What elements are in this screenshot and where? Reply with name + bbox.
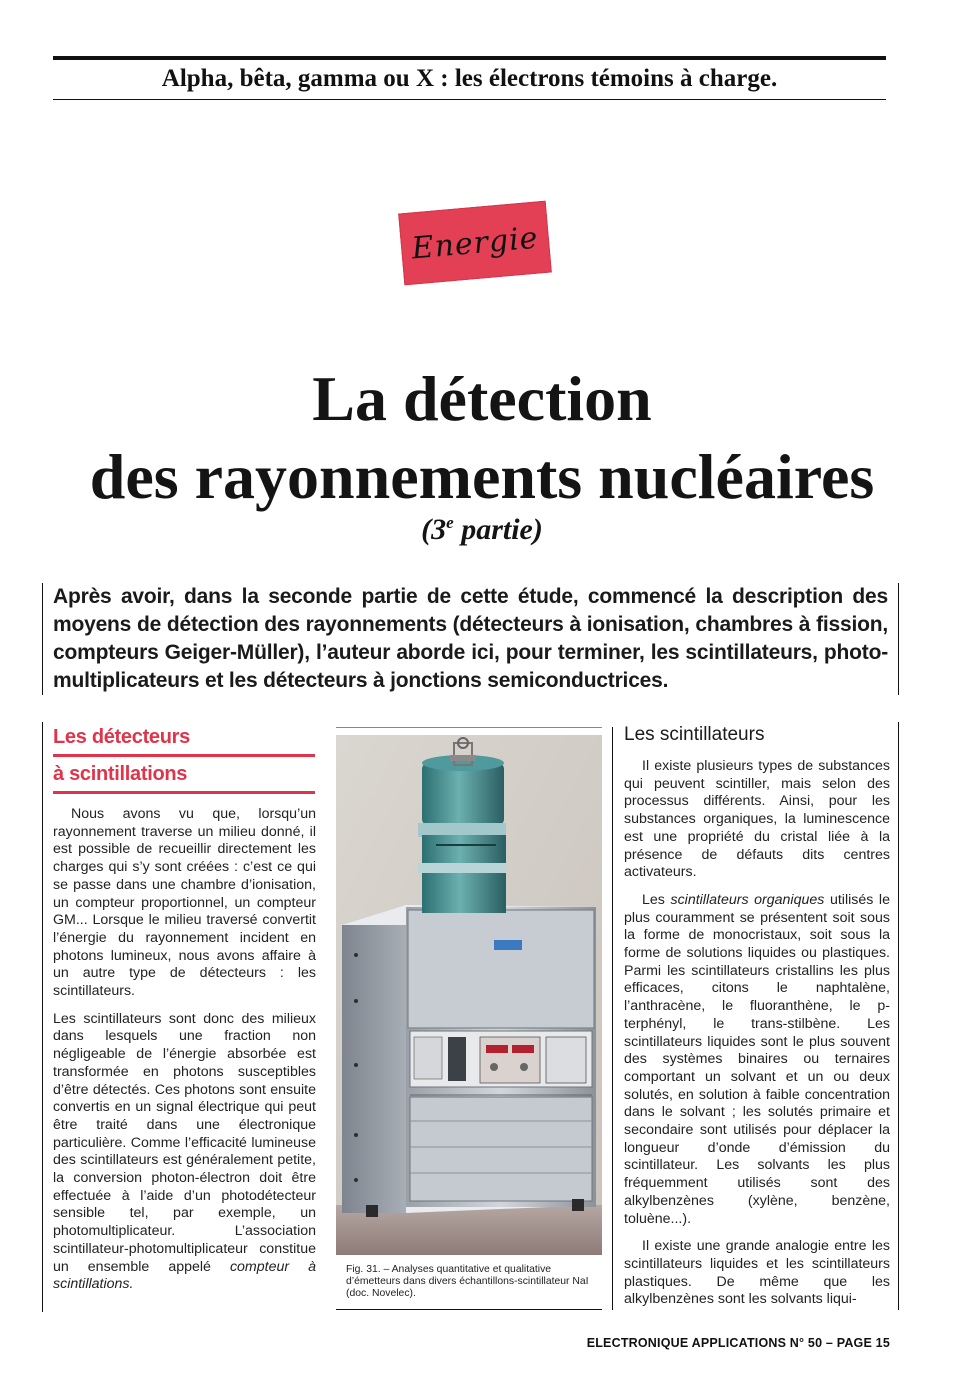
- section-heading-scintillateurs: Les scintillateurs: [624, 724, 765, 745]
- figure-side-rule: [612, 727, 613, 1310]
- left-column-text: [53, 806, 316, 1304]
- right-paragraph-3: Il existe une grande analogie entre les scintillateurs liquides et les scintillateurs plastiques. De même que les alkylbenzènes sont les solvants liqui-: [624, 1238, 890, 1308]
- header-kicker: Alpha, bêta, gamma ou X : les électrons témoins à charge.: [161, 65, 778, 92]
- energie-stamp: [398, 201, 552, 286]
- right-column-text: [624, 758, 890, 1319]
- right-paragraph-2-italic: scintillateurs organiques: [670, 891, 825, 908]
- figure-bottom-rule: [336, 1309, 602, 1310]
- right-paragraph-2-rest: utilisés le plus couramment se présentent soit sous la forme de monocristaux, soit sous la forme de solutions liquides ou plastiques. Parmi les scintillateurs cristallins les plus efficaces, citons le naphtalène, l’anthracène, le fluoranthène, le p-terphényl, le trans-stilbène. Les scintillateurs liquides sont le plus souvent des systèmes binaires ou ternaires comportant un solvant et un ou deux solutés, en solution à faible concentration dans le solvant ; les solutés primaire et secondaire sont utilisés pour déplacer la longueur d’onde d’émission du scintillateur. Les solvants les plus fréquemment utilisés sont des alkylbenzènes (xylène, benzène, toluène...).: [624, 891, 890, 1227]
- title-line-2: des rayonnements nucléaires: [89, 441, 875, 512]
- part-number: 3: [431, 513, 447, 546]
- title-line-1: La détection: [312, 363, 652, 434]
- right-paragraph-1: Il existe plusieurs types de substances qui peuvent scintiller, mais selon des processus différents. Ainsi, pour les substances organiques, la luminescence est une propriété du cristal liée à la présence de défauts dits centres activateurs.: [624, 758, 890, 881]
- figure-caption: Fig. 31. – Analyses quantitative et qualitative d’émetteurs dans divers échantillons-scintillateur NaI (doc. Novelec).: [346, 1264, 589, 1299]
- figure-photo: [336, 735, 602, 1255]
- page-footer: ELECTRONIQUE APPLICATIONS N° 50 – PAGE 15: [586, 1336, 890, 1350]
- left-paragraph-2-italic: compteur à scintillations.: [53, 1258, 316, 1293]
- intro-paragraph: Après avoir, dans la seconde partie de cette étude, commencé la description des moyens de détection des rayonnements (détecteurs à ionisation, chambres à fission, compteurs Geiger-Müller), l’auteur aborde ici, pour terminer, les scintillateurs, photo-multiplicateurs et les détecteurs à jonctions semiconductrices.: [53, 585, 888, 692]
- header-top-rule: [53, 56, 886, 60]
- heading-line-2: à scintillations: [53, 759, 315, 794]
- header-bottom-rule: [53, 99, 886, 100]
- heading-line-1: Les détecteurs: [53, 722, 315, 757]
- part-sup: e: [446, 513, 454, 532]
- figure-top-rule: [336, 727, 602, 728]
- stamp-label: Energie: [410, 220, 540, 266]
- left-column-rule: [42, 722, 43, 1312]
- left-paragraph-1: Nous avons vu que, lorsqu’un rayonnement traverse un milieu donné, il est possible de recueillir directement les charges qui s’y sont créées : c’est ce qui se passe dans une chambre d’ionisation, un compteur proportionnel, un compteur GM... Lorsque le milieu traversé convertit l’énergie du rayonnement incident en photons lumineux, nous avons affaire à un autre type de détecteurs : les scintillateurs.: [53, 806, 316, 1000]
- right-column-rule: [898, 722, 899, 1310]
- intro-right-rule: [898, 583, 899, 695]
- intro-left-rule: [42, 583, 43, 695]
- right-paragraph-2-start: Les: [642, 891, 671, 908]
- right-paragraph-2: [624, 892, 890, 1228]
- section-heading-detecteurs: [53, 722, 315, 796]
- left-paragraph-2-text: Les scintillateurs sont donc des milieux dans lesquels une fraction non négligeable de l’énergie absorbée est transformée en photons susceptibles d’être détectés. Ces photons sont ensuite convertis en un signal électrique qui peut être traité dans une électronique particulière. Comme l’efficacité lumineuse des scintillateurs est généralement petite, la conversion photon-électron doit être effectuée à l’aide d’un photodétecteur sensible tel, par exemple, un photomultiplicateur. L’association scintillateur-photomultiplicateur constitue un ensemble appelé: [53, 1010, 316, 1275]
- article-subtitle: (3e partie): [421, 513, 543, 546]
- part-word: partie): [453, 513, 543, 546]
- article-title: [20, 360, 944, 516]
- left-paragraph-2: [53, 1011, 316, 1294]
